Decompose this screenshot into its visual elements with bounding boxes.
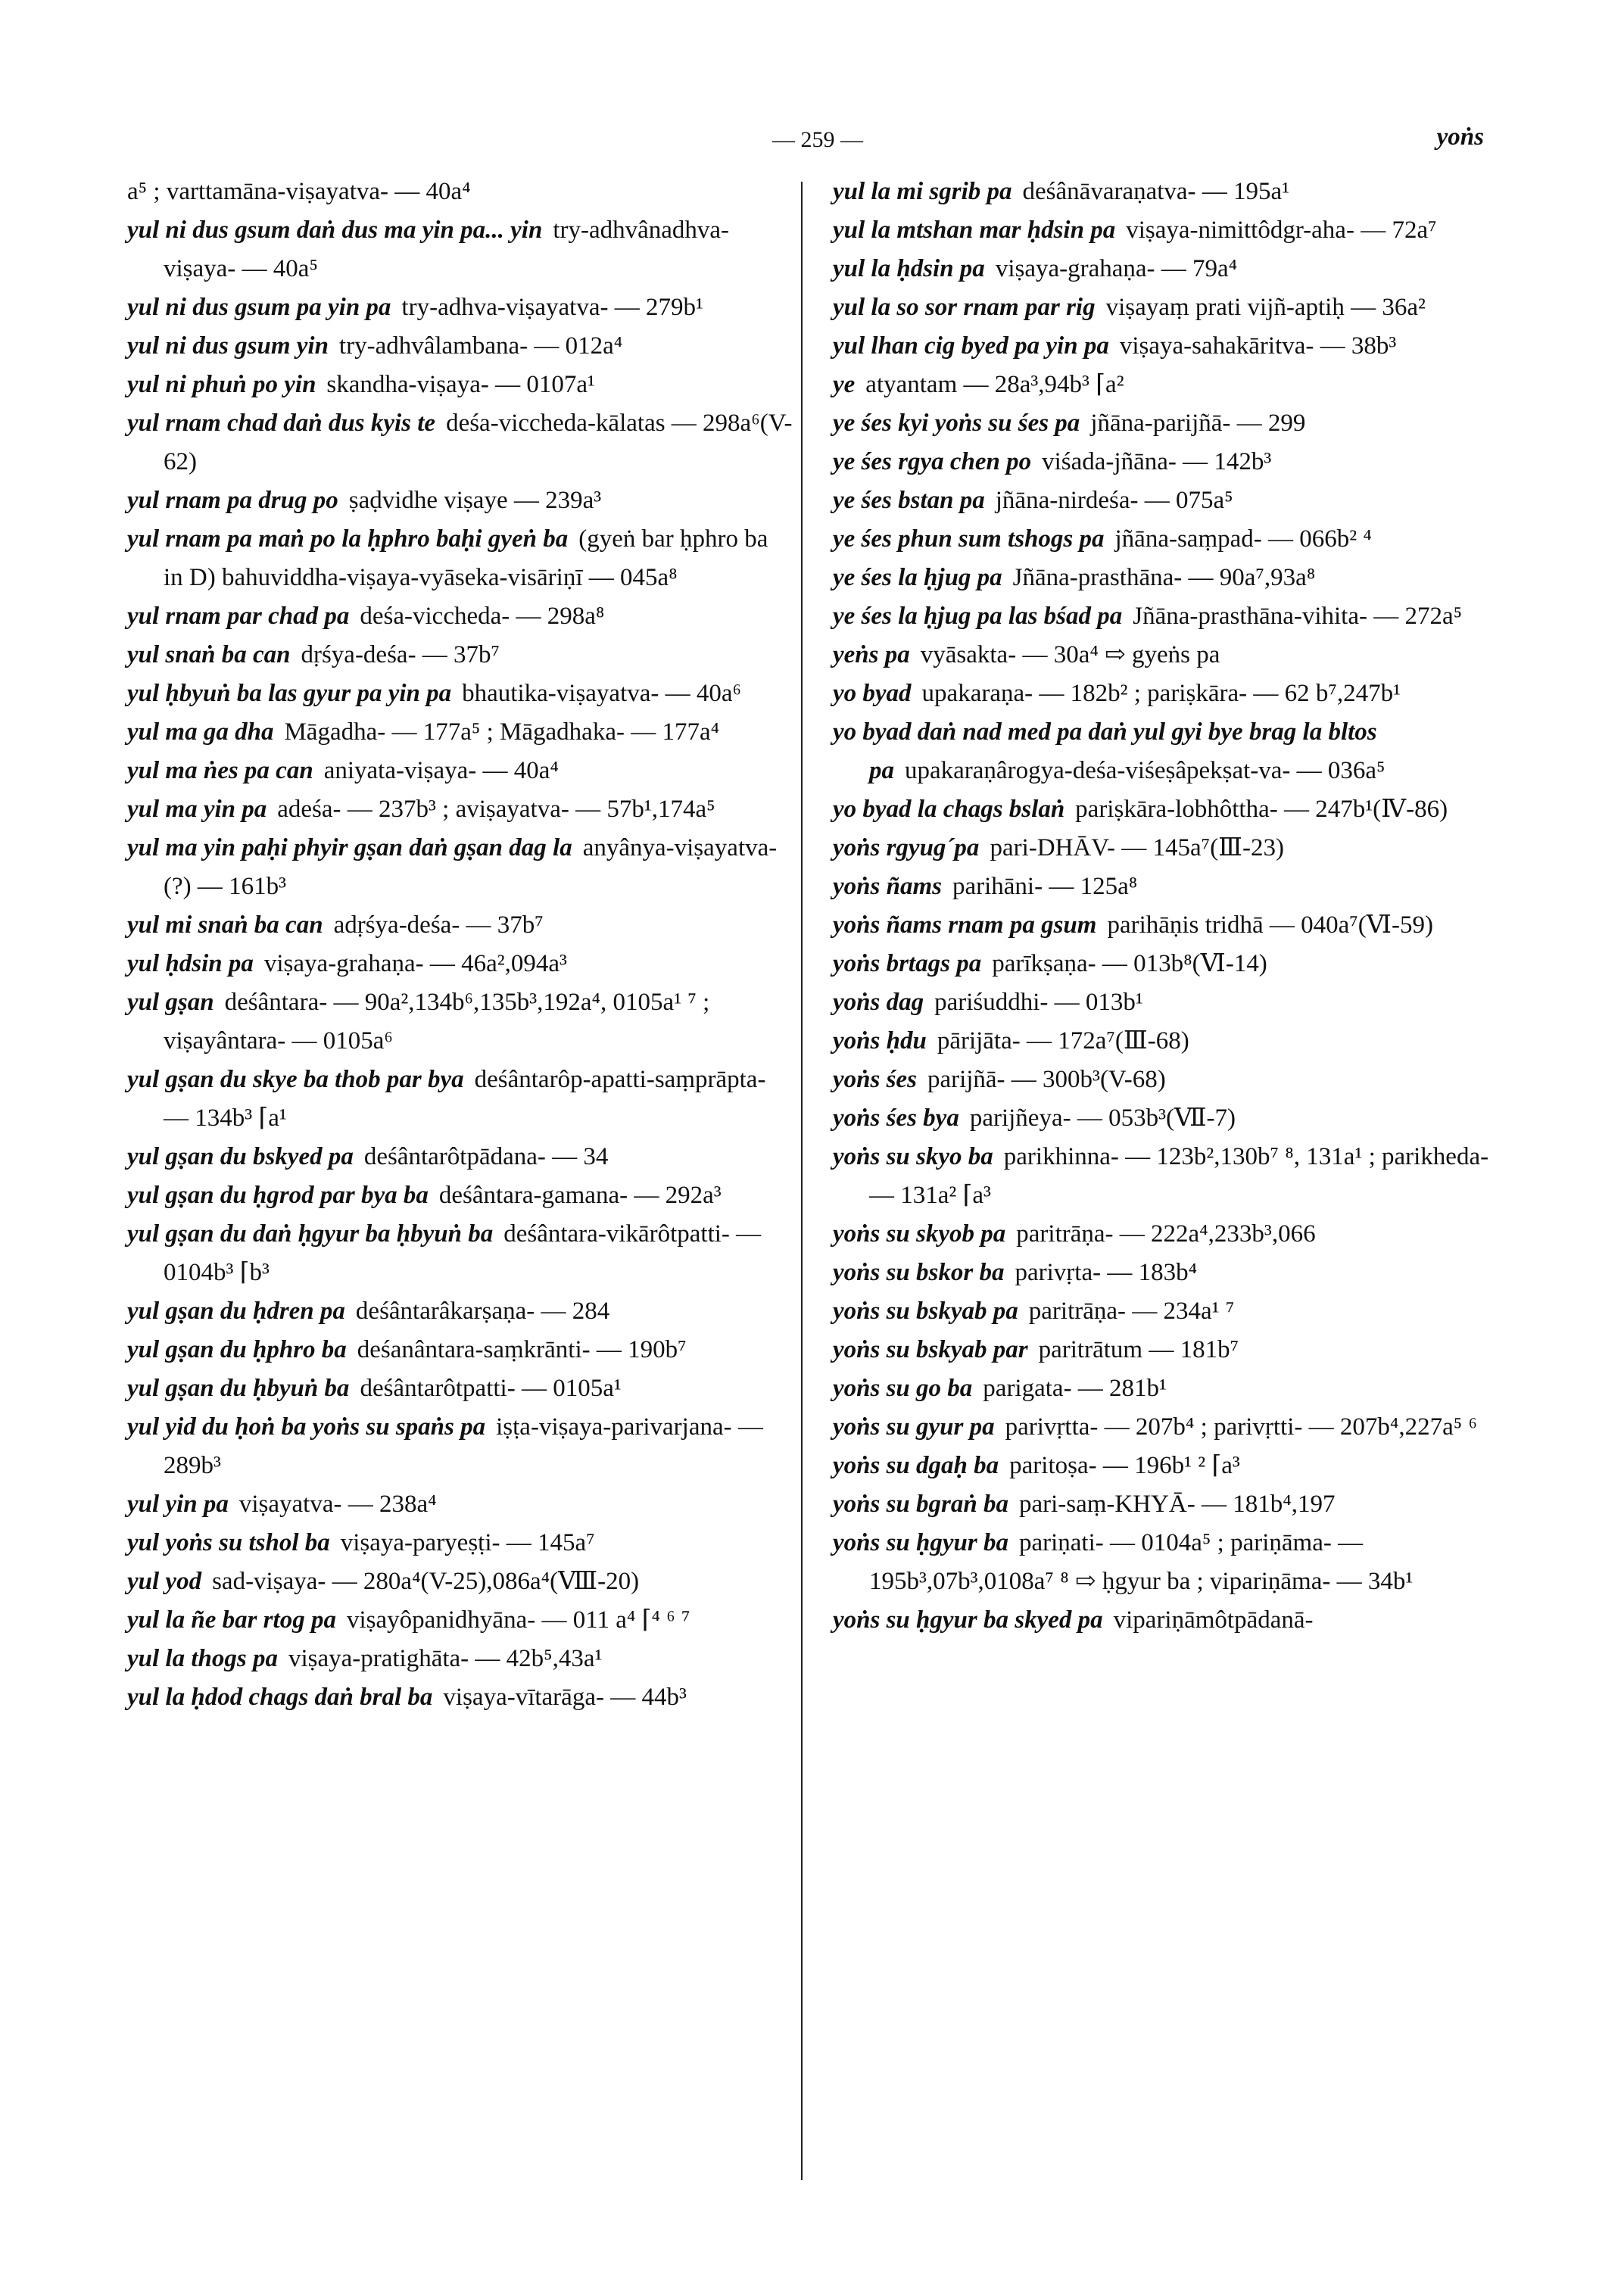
entry-definition: try-adhvâlambana- — 012a⁴ — [338, 332, 623, 360]
entry-definition: anyânya-viṣayatva-(?) — 161b³ — [164, 834, 778, 900]
dictionary-entry — [833, 1369, 1501, 1408]
entry-headword: yul ni phuṅ po yin — [127, 371, 316, 398]
dictionary-entry — [127, 1485, 793, 1524]
entry-definition: parijñeya- — 053b³(Ⅶ-7) — [969, 1104, 1236, 1132]
dictionary-entry — [833, 983, 1501, 1022]
entry-definition: viṣaya-grahaṇa- — 79a⁴ — [995, 255, 1238, 282]
entry-definition: parīkṣaṇa- — 013b⁸(Ⅵ-14) — [992, 950, 1267, 977]
entry-headword: yoṅs su skyo ba — [833, 1143, 993, 1170]
entry-headword: yul ma yin paḥi phyir gṣan daṅ gṣan dag la — [127, 834, 572, 861]
dictionary-entry — [833, 1447, 1501, 1485]
entry-definition: deśântara-gamana- — 292a³ — [438, 1182, 722, 1209]
dictionary-entry — [127, 1640, 793, 1678]
entry-headword: yoṅs su skyob pa — [833, 1220, 1006, 1248]
entry-headword: yul ḥbyuṅ ba las gyur pa yin pa — [127, 680, 452, 707]
entry-definition: parikhinna- — 123b²,130b⁷ ⁸, 131a¹ ; parikheda- — 131a² ⌈a³ — [869, 1143, 1489, 1209]
dictionary-entry — [833, 1408, 1501, 1447]
entry-headword: yul yin pa — [127, 1491, 229, 1518]
dictionary-entry — [127, 211, 793, 288]
dictionary-entry — [833, 945, 1501, 983]
entry-definition: deśântarôtpādana- — 34 — [363, 1143, 609, 1170]
entry-definition: paritrāṇa- — 222a⁴,233b³,066 — [1016, 1220, 1316, 1248]
dictionary-entry — [833, 597, 1501, 636]
entry-headword: yul la so sor rnam par rig — [833, 294, 1096, 321]
entry-headword: ye śes rgya chen po — [833, 448, 1032, 475]
entry-definition: viṣaya-grahaṇa- — 46a²,094a³ — [263, 950, 567, 977]
entry-definition: adṛśya-deśa- — 37b⁷ — [333, 911, 544, 939]
entry-definition: upakaraṇa- — 182b² ; pariṣkāra- — 62 b⁷,247b¹ — [921, 680, 1401, 707]
entry-headword: yo byad — [833, 680, 912, 707]
entry-headword: yoṅs dag — [833, 989, 924, 1016]
dictionary-entry — [833, 868, 1501, 906]
entry-headword: yul gṣan du ḥphro ba — [127, 1336, 347, 1363]
entry-headword: yul la ñe bar rtog pa — [127, 1606, 336, 1634]
dictionary-entry — [127, 597, 793, 636]
entry-headword: yul la mtshan mar ḥdsin pa — [833, 217, 1116, 244]
entry-headword: yul yoṅs su tshol ba — [127, 1529, 330, 1556]
right-column — [833, 173, 1501, 1640]
entry-headword: yul mi snaṅ ba can — [127, 911, 323, 939]
dictionary-entry — [833, 250, 1501, 288]
entry-definition: atyantam — 28a³,94b³ ⌈a² — [865, 371, 1124, 398]
entry-definition: upakaraṇârogya-deśa-viśeṣâpekṣat-va- — 036a⁵ — [905, 757, 1386, 784]
dictionary-entry — [127, 906, 793, 945]
entry-definition: viśada-jñāna- — 142b³ — [1042, 448, 1272, 475]
entry-definition: paritoṣa- — 196b¹ ² ⌈a³ — [1009, 1452, 1240, 1479]
entry-headword: yoṅs su ḥgyur ba — [833, 1529, 1008, 1556]
entry-headword: ye śes la ḥjug pa las bśad pa — [833, 603, 1123, 630]
entry-headword: yoṅs su bgraṅ ba — [833, 1491, 1008, 1518]
dictionary-entry — [127, 1176, 793, 1215]
entry-definition: deśântarâkarṣaṇa- — 284 — [355, 1298, 610, 1325]
entry-headword: yul ni dus gsum pa yin pa — [127, 294, 391, 321]
entry-definition: pari-saṃ-KHYĀ- — 181b⁴,197 — [1018, 1491, 1336, 1518]
dictionary-entry — [833, 559, 1501, 597]
entry-headword: yoṅs su ḥgyur ba skyed pa — [833, 1606, 1103, 1634]
entry-definition: pariṇati- — 0104a⁵ ; pariṇāma- — 195b³,07b³,0108a⁷ ⁸ ⇨ ḥgyur ba ; vipariṇāma- — 34b¹ — [869, 1529, 1414, 1595]
entry-definition: pārijāta- — 172a⁷(Ⅲ-68) — [937, 1027, 1189, 1055]
dictionary-entry — [833, 636, 1501, 675]
dictionary-entry — [833, 288, 1501, 327]
entry-headword: yul la ḥdsin pa — [833, 255, 985, 282]
dictionary-entry — [127, 327, 793, 366]
entry-definition: deśântara-vikārôtpatti- — 0104b³ ⌈b³ — [164, 1220, 762, 1286]
running-head: yoṅs — [1436, 123, 1484, 151]
entry-headword: yoṅs brtags pa — [833, 950, 982, 977]
entry-definition: jñāna-saṃpad- — 066b² ⁴ — [1114, 525, 1372, 553]
dictionary-entry — [127, 1408, 793, 1485]
entry-headword: yul gṣan du daṅ ḥgyur ba ḥbyuṅ ba — [127, 1220, 494, 1248]
dictionary-entry — [127, 288, 793, 327]
entry-definition: ṣaḍvidhe viṣaye — 239a³ — [348, 487, 602, 514]
entry-definition: deśântarôp-apatti-saṃprāpta- — 134b³ ⌈a¹ — [164, 1066, 766, 1132]
dictionary-entry — [127, 1678, 793, 1717]
entry-headword: yul yid du ḥoṅ ba yoṅs su spaṅs pa — [127, 1413, 486, 1441]
entry-headword: ye śes bstan pa — [833, 487, 985, 514]
entry-definition: adeśa- — 237b³ ; aviṣayatva- — 57b¹,174a⁵ — [277, 796, 715, 823]
entry-headword: yeṅs pa — [833, 641, 910, 668]
dictionary-entry — [833, 404, 1501, 443]
entry-definition: dṛśya-deśa- — 37b⁷ — [301, 641, 500, 668]
entry-definition: pariṣkāra-lobhôttha- — 247b¹(Ⅳ-86) — [1075, 796, 1448, 823]
entry-definition: jñāna-nirdeśa- — 075a⁵ — [995, 487, 1233, 514]
entry-headword: yul yod — [127, 1568, 202, 1595]
entry-headword: ye śes la ḥjug pa — [833, 564, 1002, 591]
entry-headword: yo byad la chags bslaṅ — [833, 796, 1065, 823]
entry-headword: yul la mi sgrib pa — [833, 178, 1012, 205]
entry-headword: yo byad daṅ nad med pa daṅ yul gyi bye brag la bltos pa — [833, 718, 1377, 784]
dictionary-entry — [833, 211, 1501, 250]
dictionary-entry — [127, 173, 793, 211]
entry-definition: viṣayôpanidhyāna- — 011 a⁴ ⌈⁴ ⁶ ⁷ — [346, 1606, 690, 1634]
entry-definition: paritrāṇa- — 234a¹ ⁷ — [1028, 1298, 1235, 1325]
entry-headword: yul gṣan du ḥbyuṅ ba — [127, 1375, 350, 1402]
dictionary-entry — [127, 945, 793, 983]
dictionary-entry — [833, 713, 1501, 790]
entry-headword: yul lhan cig byed pa yin pa — [833, 332, 1109, 360]
entry-definition: sad-viṣaya- — 280a⁴(V-25),086a⁴(Ⅷ-20) — [212, 1568, 640, 1595]
entry-definition: Jñāna-prasthāna-vihita- — 272a⁵ — [1133, 603, 1463, 630]
entry-definition: parivṛtta- — 207b⁴ ; parivṛtti- — 207b⁴,227a⁵ ⁶ — [1005, 1413, 1478, 1441]
entry-definition: (gyeṅ bar ḥphro ba in D) bahuviddha-viṣaya-vyāseka-visāriṇī — 045a⁸ — [164, 525, 768, 591]
entry-headword: yul rnam pa drug po — [127, 487, 338, 514]
dictionary-entry — [833, 675, 1501, 713]
page-number: — 259 — — [772, 127, 863, 152]
entry-definition: parihāni- — 125a⁸ — [952, 873, 1138, 900]
dictionary-entry — [833, 1331, 1501, 1369]
entry-definition: parihāṇis tridhā — 040a⁷(Ⅵ-59) — [1107, 911, 1433, 939]
dictionary-entry — [833, 1022, 1501, 1061]
entry-headword: yul gṣan du ḥgrod par bya ba — [127, 1182, 429, 1209]
entry-headword: yul rnam par chad pa — [127, 603, 350, 630]
entry-definition: Jñāna-prasthāna- — 90a⁷,93a⁸ — [1012, 564, 1316, 591]
dictionary-entry — [833, 1292, 1501, 1331]
entry-headword: yul la thogs pa — [127, 1645, 278, 1672]
entry-headword: yul rnam pa maṅ po la ḥphro baḥi gyeṅ ba — [127, 525, 569, 553]
dictionary-entry — [833, 906, 1501, 945]
dictionary-entry — [127, 1292, 793, 1331]
dictionary-entry — [833, 1485, 1501, 1524]
entry-definition: deśântarôtpatti- — 0105a¹ — [360, 1375, 622, 1402]
entry-headword: yoṅs su dgaḥ ba — [833, 1452, 999, 1479]
entry-definition: deśânāvaraṇatva- — 195a¹ — [1022, 178, 1290, 205]
dictionary-entry — [127, 404, 793, 481]
dictionary-entry — [833, 1215, 1501, 1254]
entry-headword: ye śes phun sum tshogs pa — [833, 525, 1105, 553]
dictionary-entry — [833, 1138, 1501, 1215]
dictionary-entry — [833, 1099, 1501, 1138]
dictionary-entry — [127, 1215, 793, 1292]
entry-headword: yoṅs su go ba — [833, 1375, 973, 1402]
entry-definition: try-adhva-viṣayatva- — 279b¹ — [401, 294, 703, 321]
entry-definition: iṣṭa-viṣaya-parivarjana- — 289b³ — [164, 1413, 763, 1479]
entry-headword: yoṅs ḥdu — [833, 1027, 927, 1055]
entry-headword: yul gṣan du ḥdren pa — [127, 1298, 345, 1325]
entry-definition: parigata- — 281b¹ — [983, 1375, 1167, 1402]
entry-definition: paritrātum — 181b⁷ — [1038, 1336, 1239, 1363]
entry-headword: yoṅs su gyur pa — [833, 1413, 995, 1441]
entry-headword: yul ḥdsin pa — [127, 950, 254, 977]
entry-headword: yul ni dus gsum daṅ dus ma yin pa... yin — [127, 217, 543, 244]
dictionary-entry — [127, 366, 793, 404]
dictionary-entry — [127, 790, 793, 829]
entry-headword: yul ni dus gsum yin — [127, 332, 329, 360]
dictionary-entry — [127, 1369, 793, 1408]
entry-headword: yul gṣan — [127, 989, 214, 1016]
dictionary-entry — [833, 443, 1501, 481]
entry-definition: vipariṇāmôtpādanā- — [1113, 1606, 1314, 1634]
entry-headword: yul ma ga dha — [127, 718, 274, 746]
entry-definition: vyāsakta- — 30a⁴ ⇨ gyeṅs pa — [920, 641, 1220, 668]
entry-definition: jñāna-parijñā- — 299 — [1090, 410, 1306, 437]
entry-headword: yoṅs rgyug´pa — [833, 834, 980, 861]
dictionary-entry — [833, 327, 1501, 366]
dictionary-entry — [833, 790, 1501, 829]
dictionary-entry — [127, 1138, 793, 1176]
entry-definition: Māgadha- — 177a⁵ ; Māgadhaka- — 177a⁴ — [284, 718, 720, 746]
dictionary-entry — [833, 1061, 1501, 1099]
entry-definition: viṣayatva- — 238a⁴ — [238, 1491, 437, 1518]
entry-definition: a⁵ ; varttamāna-viṣayatva- — 40a⁴ — [127, 178, 471, 205]
dictionary-entry — [833, 829, 1501, 868]
entry-definition: bhautika-viṣayatva- — 40a⁶ — [462, 680, 742, 707]
entry-headword: yul snaṅ ba can — [127, 641, 291, 668]
entry-definition: parivṛta- — 183b⁴ — [1015, 1259, 1198, 1286]
dictionary-entry — [127, 1524, 793, 1562]
dictionary-entry — [833, 1601, 1501, 1640]
entry-headword: yoṅs su bskor ba — [833, 1259, 1005, 1286]
entry-definition: try-adhvânadhva-viṣaya- — 40a⁵ — [164, 217, 730, 282]
dictionary-entry — [127, 1331, 793, 1369]
entry-headword: yul ma ṅes pa can — [127, 757, 313, 784]
dictionary-entry — [833, 481, 1501, 520]
dictionary-entry — [127, 481, 793, 520]
dictionary-entry — [833, 1254, 1501, 1292]
entry-definition: deśântara- — 90a²,134b⁶,135b³,192a⁴, 0105a¹ ⁷ ; viṣayântara- — 0105a⁶ — [164, 989, 710, 1055]
dictionary-entry — [127, 752, 793, 790]
dictionary-entry — [127, 713, 793, 752]
entry-headword: ye śes kyi yoṅs su śes pa — [833, 410, 1080, 437]
dictionary-entry — [833, 173, 1501, 211]
entry-definition: deśanântara-saṃkrānti- — 190b⁷ — [357, 1336, 687, 1363]
entry-headword: yoṅs ñams — [833, 873, 942, 900]
entry-headword: ye — [833, 371, 856, 398]
entry-definition: parijñā- — 300b³(V-68) — [927, 1066, 1166, 1093]
left-column — [127, 173, 793, 1717]
entry-headword: yul la ḥdod chags daṅ bral ba — [127, 1684, 433, 1711]
dictionary-entry — [127, 1562, 793, 1601]
dictionary-entry — [833, 1524, 1501, 1601]
entry-definition: skandha-viṣaya- — 0107a¹ — [326, 371, 595, 398]
dictionary-entry — [833, 520, 1501, 559]
entry-headword: yoṅs śes — [833, 1066, 917, 1093]
entry-definition: viṣaya-vītarāga- — 44b³ — [443, 1684, 687, 1711]
entry-headword: yoṅs śes bya — [833, 1104, 959, 1132]
dictionary-entry — [127, 520, 793, 597]
entry-headword: yoṅs su bskyab pa — [833, 1298, 1018, 1325]
entry-headword: yul gṣan du skye ba thob par bya — [127, 1066, 464, 1093]
dictionary-entry — [127, 1601, 793, 1640]
entry-headword: yul gṣan du bskyed pa — [127, 1143, 354, 1170]
column-divider — [801, 182, 803, 2180]
entry-headword: yoṅs su bskyab par — [833, 1336, 1028, 1363]
entry-definition: deśa-viccheda-kālatas — 298a⁶(V-62) — [164, 410, 793, 475]
entry-definition: pariśuddhi- — 013b¹ — [934, 989, 1143, 1016]
dictionary-entry — [127, 983, 793, 1061]
entry-definition: pari-DHĀV- — 145a⁷(Ⅲ-23) — [990, 834, 1284, 861]
entry-definition: deśa-viccheda- — 298a⁸ — [360, 603, 605, 630]
entry-headword: yul rnam chad daṅ dus kyis te — [127, 410, 436, 437]
entry-definition: viṣaya-nimittôdgr-aha- — 72a⁷ — [1126, 217, 1437, 244]
dictionary-entry — [127, 1061, 793, 1138]
dictionary-entry — [833, 366, 1501, 404]
entry-definition: viṣayaṃ prati vijñ-aptiḥ — 36a² — [1105, 294, 1426, 321]
dictionary-entry — [127, 636, 793, 675]
dictionary-entry — [127, 829, 793, 906]
entry-headword: yoṅs ñams rnam pa gsum — [833, 911, 1097, 939]
entry-definition: viṣaya-sahakāritva- — 38b³ — [1119, 332, 1397, 360]
entry-headword: yul ma yin pa — [127, 796, 267, 823]
entry-definition: viṣaya-pratighāta- — 42b⁵,43a¹ — [288, 1645, 603, 1672]
dictionary-entry — [127, 675, 793, 713]
entry-definition: aniyata-viṣaya- — 40a⁴ — [323, 757, 559, 784]
entry-definition: viṣaya-paryeṣṭi- — 145a⁷ — [340, 1529, 595, 1556]
